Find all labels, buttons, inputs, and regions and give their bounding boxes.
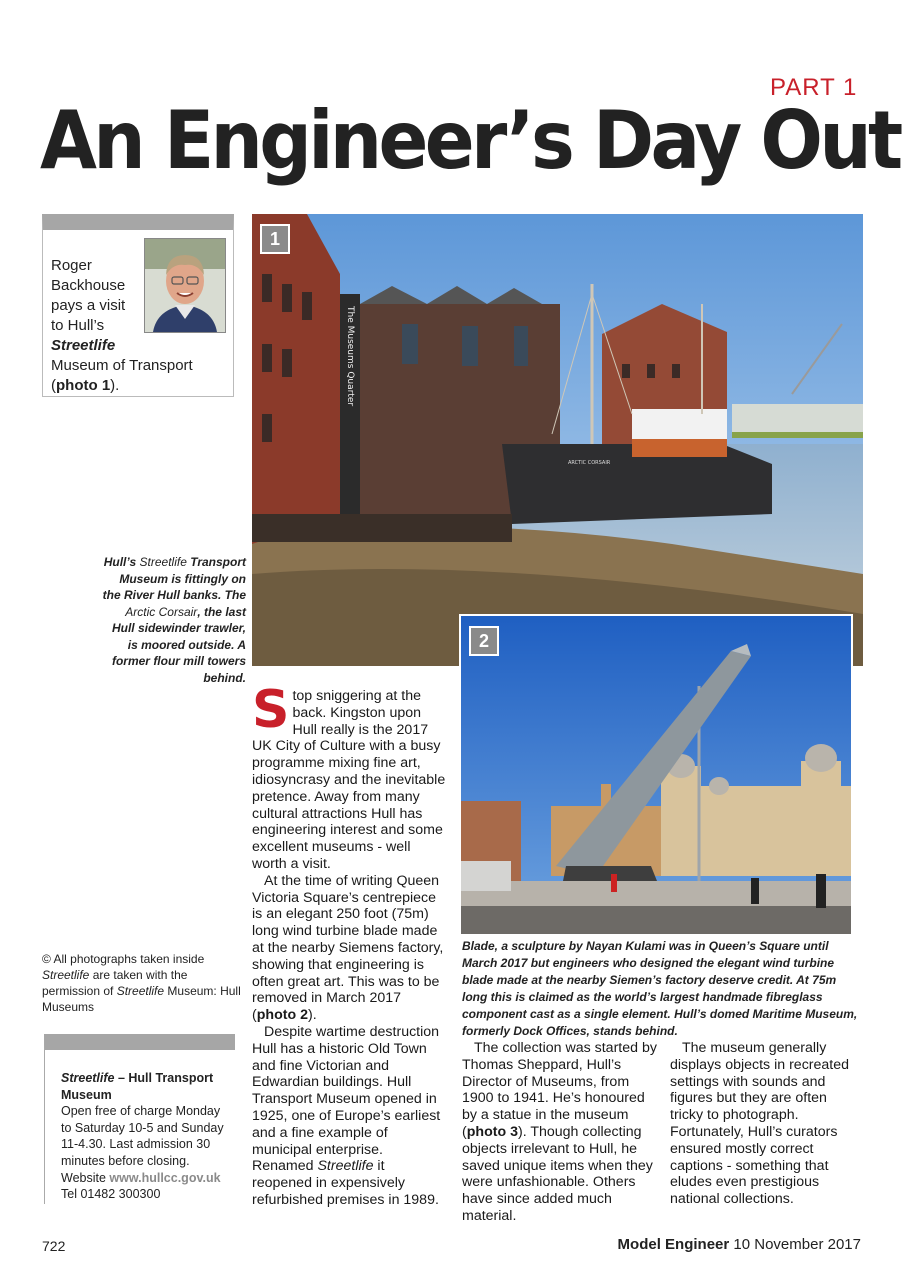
photo2-caption: Blade, a sculpture by Nayan Kulami was in Queen’s Square until March 2017 but engineers who designed the elegant wind turbine blade made at the nearby Siemen’s factory deserve credit. At 75m long this is claimed as the world’s largest handmade fibreglass component cast as a single element. Hull’s domed Maritime Museum, formerly Dock Offices, stands behind. xyxy=(462,939,858,1038)
info-title: Streetlife – Hull Transport Museum xyxy=(61,1071,214,1102)
bio-text-end: Museum of Transport (photo 1). xyxy=(51,357,193,394)
museum-info-box: Streetlife – Hull Transport Museum Open free of charge Monday to Saturday 10-5 and Sunday 11-4.30. Last admission 30 minutes before closing. Website www.hullcc.gov.uk Tel 01482 300300 xyxy=(44,1034,235,1204)
page-number: 722 xyxy=(42,1238,66,1254)
article-column-2: The collection was started by Thomas Sheppard, Hull’s Director of Museums, from 1900 to 1941. He’s honoured by a statue in the museum (photo 3). Though collecting objects irrelevant to Hull, he saved unique items when they were unfashionable. Others have since added much material. xyxy=(462,1040,657,1224)
magazine-footer: Model Engineer 10 November 2017 xyxy=(617,1236,861,1253)
drop-cap: S xyxy=(252,680,290,740)
info-telephone: Tel 01482 300300 xyxy=(61,1187,161,1202)
photo-museum-quarter xyxy=(252,214,863,666)
photo1-caption: Hull’s Streetlife Transport Museum is fittingly on the River Hull banks. The Arctic Corsair, the last Hull sidewinder trawler, is moored outside. A former flour mill towers behind. xyxy=(102,555,246,685)
website-link[interactable]: www.hullcc.gov.uk xyxy=(109,1170,221,1185)
ship-name: ARCTIC CORSAIR xyxy=(568,460,611,466)
museums-quarter-sign: The Museums Quarter xyxy=(345,306,355,407)
article-column-3: The museum generally displays objects in recreated settings with sounds and figures but they are often tricky to photograph. Fortunately, Hull’s curators ensured mostly correct captions - something that eludes even prestigious national collections. xyxy=(670,1040,850,1208)
photo-badge-1: 1 xyxy=(260,224,290,254)
bio-text: Roger Backhouse pays a visit to Hull’s Streetlife xyxy=(51,257,126,354)
photo-credit: © All photographs taken inside Streetlife are taken with the permission of Streetlife Museum: Hull Museums xyxy=(42,952,241,1014)
author-avatar xyxy=(144,238,226,333)
info-hours: Open free of charge Monday to Saturday 10-5 and Sunday 11-4.30. Last admission 30 minutes before closing. xyxy=(61,1104,224,1168)
article-column-1: Stop sniggering at the back. Kingston upon Hull really is the 2017 UK City of Culture with a busy programme mixing fine art, idiosyncrasy and the inevitable pretence. Away from many cultural attractions Hull has engineering interest and some excellent museums - well worth a visit. At the time of writing Queen Victoria Square’s centrepiece is an elegant 250 foot (75m) long wind turbine blade made at the nearby Siemens factory, showing that engineering is often great art. This was to be removed in March 2017 (photo 2). Despite wartime destruction Hull has a historic Old Town and fine Victorian and Edwardian buildings. Hull Transport Museum opened in 1925, one of Europe’s earliest and a fine example of municipal enterprise. Renamed Streetlife it reopened in expensively refurbished premises in 1989. xyxy=(252,680,446,1208)
article-title: An Engineer’s Day Out xyxy=(40,94,900,187)
part-label: PART 1 xyxy=(770,74,858,101)
photo-badge-2: 2 xyxy=(469,626,499,656)
photo-blade-sculpture xyxy=(461,616,851,934)
author-bio-box xyxy=(42,214,234,397)
